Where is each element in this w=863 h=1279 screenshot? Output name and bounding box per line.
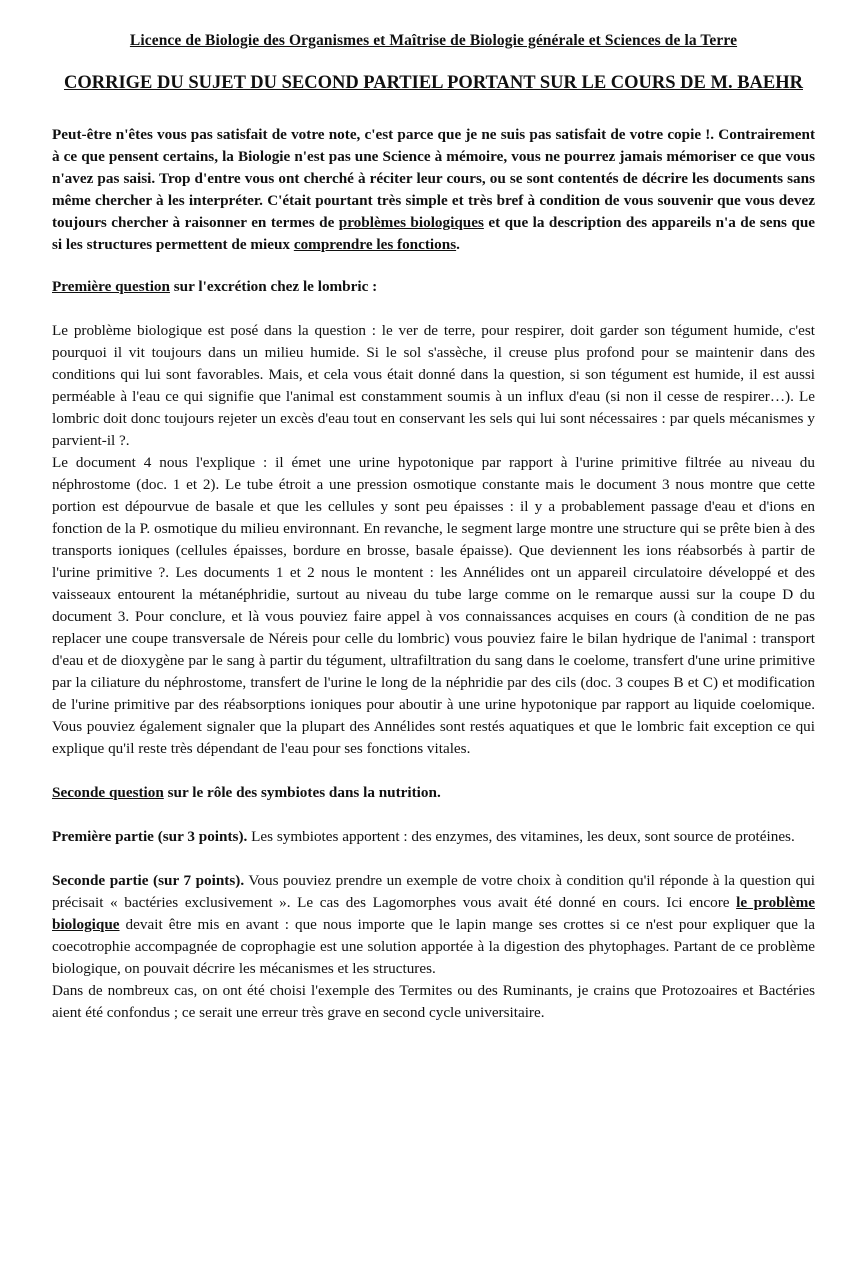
- q2-heading-label: Seconde question: [52, 784, 164, 801]
- q2-part2-text-1: Vous pouviez prendre un exemple de votre choix à condition qu'il réponde à la question qui précisait « bactéries exclusivement ». Le cas des Lagomorphes vous avait été donné en cours. Ici encore: [52, 872, 815, 911]
- q1-paragraph-2: Le document 4 nous l'explique : il émet une urine hypotonique par rapport à l'urine primitive filtrée au niveau du néphrostome (doc. 1 et 2). Le tube étroit a une pression osmotique constante mais le document 3 nous montre que cette portion est dépourvue de basale et que les cellules y sont peu épaisses : il y a probablement passage d'eau et d'ions en fonction de la P. osmotique du milieu environnant. En revanche, le segment large montre une structure qui se prête bien à des transports ioniques (cellules épaisses, bordure en brosse, basale épaisse). Que deviennent les ions réabsorbés à partir de l'urine primitive ?. Les documents 1 et 2 nous le montent : les Annélides ont un appareil circulatoire développé et des vaisseaux entourent la métanéphridie, surtout au niveau du tube large comme on le remarque aussi sur la coupe D du document 3. Pour conclure, et là vous pouviez faire appel à vos connaissances acquises en cours (à condition de ne pas replacer une coupe transversale de Néreis pour celle du lombric) vous pouviez faire le bilan hydrique de l'animal : transport d'eau et de dioxygène par le sang à partir du tégument, ultrafiltration du sang dans le coelome, transfert d'une urine primitive par la ciliature du néphrostome, transfert de l'urine le long de la néphridie par des cils (doc. 3 coupes B et C) et modification de l'urine primitive par des réabsorptions ioniques pour aboutir à une urine hypotonique par rapport au liquide coelomique. Vous pouviez également signaler que la plupart des Annélides sont restés aquatiques et que le lombric fait exception ce qui explique qu'il reste très dépendant de l'eau pour ses fonctions vitales.: [52, 454, 815, 757]
- q2-heading: [52, 782, 815, 804]
- intro-paragraph: [52, 124, 815, 256]
- course-header: Licence de Biologie des Organismes et Maîtrise de Biologie générale et Sciences de la Terre: [129, 32, 738, 49]
- spacer: [52, 760, 815, 782]
- intro-emphasis-functions: comprendre les fonctions: [293, 236, 457, 253]
- q1-paragraph-1: Le problème biologique est posé dans la question : le ver de terre, pour respirer, doit garder son tégument humide, c'est pourquoi il vit toujours dans un milieu humide. Si le sol s'assèche, il creuse plus profond pour se maintenir dans des conditions qui lui sont favorables. Mais, et cela vous était donné dans la question, si son tégument est humide, il est aussi perméable à l'eau ce qui signifie que l'animal est constamment soumis à un influx d'eau (si non il cesse de respirer…). Le lombric doit donc toujours rejeter un excès d'eau tout en conservant les sels qui lui sont nécessaires : par quels mécanismes y parvient-il ?.: [52, 322, 815, 449]
- q2-heading-rest: sur le rôle des symbiotes dans la nutrition.: [163, 784, 441, 801]
- q2-part2-text-2: devait être mis en avant : que nous importe que le lapin mange ses crottes si ce n'est pour expliquer que la coecotrophie accompagnée de coprophagie est une solution apportée à la digestion des phytophages. Partant de ce problème biologique, on pouvait décrire les mécanismes et les structures.: [52, 916, 815, 977]
- q2-part2-emphasis: le problème biologique: [52, 894, 815, 933]
- q1-heading: [52, 276, 815, 298]
- q1-heading-rest: sur l'excrétion chez le lombric :: [169, 278, 378, 295]
- q2-part2-label: Seconde partie (sur 7 points).: [52, 872, 245, 889]
- q1-heading-label: Première question: [52, 278, 170, 295]
- spacer: [52, 848, 815, 870]
- intro-text-3: .: [456, 236, 460, 253]
- q2-part1-paragraph: [52, 826, 815, 848]
- q2-part1-label: Première partie (sur 3 points).: [52, 828, 248, 845]
- q2-part2-paragraph-2: Dans de nombreux cas, on ont été choisi l'exemple des Termites ou des Ruminants, je crains que Protozoaires et Bactéries aient été confondus ; ce serait une erreur très grave en second cycle universitaire.: [52, 982, 815, 1021]
- intro-text-1: Peut-être n'êtes vous pas satisfait de votre note, c'est parce que je ne suis pas satisfait de votre copie !. Contrairement à ce que pensent certains, la Biologie n'est pas une Science à mémoire, vous ne pourrez jamais mémoriser ce que vous n'avez pas saisi. Trop d'entre vous ont cherché à réciter leur cours, ou se sont contentés de décrire les documents sans même chercher à les interpréter. C'était pourtant très simple et très bref à condition de vous souvenir que vous devez toujours chercher à raisonner en termes de: [52, 126, 815, 231]
- page-title: CORRIGE DU SUJET DU SECOND PARTIEL PORTANT SUR LE COURS DE M. BAEHR: [64, 73, 803, 93]
- q2-part2-paragraph: [52, 870, 815, 980]
- intro-emphasis-problems: problèmes biologiques: [338, 214, 484, 231]
- q2-part1-text: Les symbiotes apportent : des enzymes, des vitamines, les deux, sont source de protéines.: [247, 828, 795, 845]
- intro-text-2: et que la description des appareils n'a de sens que si les structures permettent de mieux: [52, 214, 816, 253]
